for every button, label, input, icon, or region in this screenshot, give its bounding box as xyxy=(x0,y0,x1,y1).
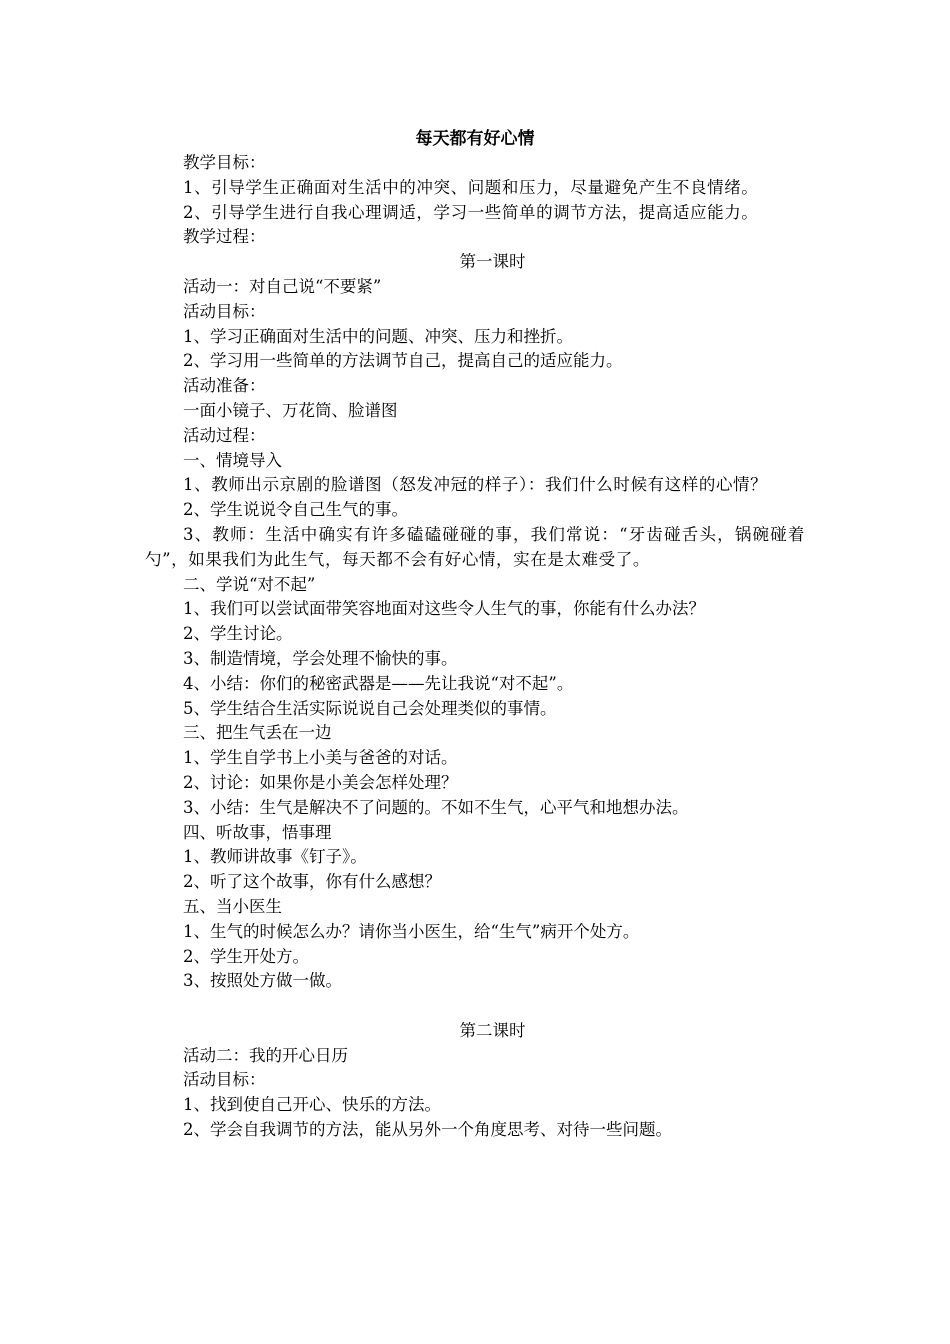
blank-line xyxy=(145,994,805,1019)
activity-2-goals-heading: 活动目标： xyxy=(183,1070,266,1090)
teaching-goals-heading: 教学目标： xyxy=(183,153,266,172)
teaching-process-heading: 教学过程： xyxy=(183,227,266,247)
section-4-heading: 四、听故事，悟事理 xyxy=(183,822,332,842)
section-5-item-2: 2、学生开处方。 xyxy=(183,946,309,966)
lesson-1-heading: 第一课时 xyxy=(459,252,526,272)
section-3-item-3: 3、小结：生气是解决不了问题的。不如不生气，心平气和地想办法。 xyxy=(183,797,689,817)
section-2-item-2: 2、学生讨论。 xyxy=(183,624,293,644)
activity-2-goal-2: 2、学会自我调节的方法，能从另外一个角度思考、对待一些问题。 xyxy=(183,1120,672,1140)
document-title: 每天都有好心情 xyxy=(415,129,535,149)
section-2-item-5: 5、学生结合生活实际说说自己会处理类似的事情。 xyxy=(183,698,557,718)
activity-1-prep-heading: 活动准备： xyxy=(183,376,266,396)
section-4-item-1: 1、教师讲故事《钉子》。 xyxy=(183,847,367,867)
activity-1-goal-2: 2、学习用一些简单的方法调节自己，提高自己的适应能力。 xyxy=(183,351,623,371)
section-2-heading: 二、学说“对不起” xyxy=(183,574,316,594)
section-5-item-1: 1、生气的时候怎么办？请你当小医生，给“生气”病开个处方。 xyxy=(183,921,640,941)
section-4-item-2: 2、听了这个故事，你有什么感想？ xyxy=(183,872,441,892)
activity-2-goal-1: 1、找到使自己开心、快乐的方法。 xyxy=(183,1095,441,1115)
section-3-item-1: 1、学生自学书上小美与爸爸的对话。 xyxy=(183,748,458,768)
activity-1-title: 活动一：对自己说“不要紧” xyxy=(183,276,382,296)
activity-1-goals-heading: 活动目标： xyxy=(183,301,266,321)
teaching-goal-1: 1、引导学生正确面对生活中的冲突、问题和压力，尽量避免产生不良情绪。 xyxy=(183,177,759,197)
section-3-item-2: 2、讨论：如果你是小美会怎样处理？ xyxy=(183,772,458,792)
section-3-heading: 三、把生气丢在一边 xyxy=(183,723,332,743)
section-5-heading: 五、当小医生 xyxy=(183,896,282,916)
section-2-item-4: 4、小结：你们的秘密武器是——先让我说“对不起”。 xyxy=(183,673,574,693)
section-1-item-2: 2、学生说说令自己生气的事。 xyxy=(183,500,408,520)
activity-1-goal-1: 1、学习正确面对生活中的问题、冲突、压力和挫折。 xyxy=(183,326,573,346)
section-1-heading: 一、情境导入 xyxy=(183,450,282,470)
activity-1-process-heading: 活动过程： xyxy=(183,425,266,445)
section-2-item-1: 1、我们可以尝试面带笑容地面对这些令人生气的事，你能有什么办法？ xyxy=(183,599,705,619)
document-body xyxy=(145,127,805,1143)
teaching-goal-2: 2、引导学生进行自我心理调适，学习一些简单的调节方法，提高适应能力。 xyxy=(183,202,759,222)
activity-1-prep: 一面小镜子、万花筒、脸谱图 xyxy=(183,400,398,420)
section-2-item-3: 3、制造情境，学会处理不愉快的事。 xyxy=(183,648,458,668)
activity-2-title: 活动二：我的开心日历 xyxy=(183,1045,348,1065)
section-1-item-1: 1、教师出示京剧的脸谱图（怒发冲冠的样子）：我们什么时候有这样的心情？ xyxy=(183,475,768,495)
section-5-item-3: 3、按照处方做一做。 xyxy=(183,971,342,991)
lesson-2-heading: 第二课时 xyxy=(459,1020,526,1040)
section-1-item-3: 3、教师：生活中确实有许多磕磕碰碰的事，我们常说：“牙齿碰舌头，锅碗碰着勺”，如果我们为此生气，每天都不会有好心情，实在是太难受了。 xyxy=(145,524,805,569)
